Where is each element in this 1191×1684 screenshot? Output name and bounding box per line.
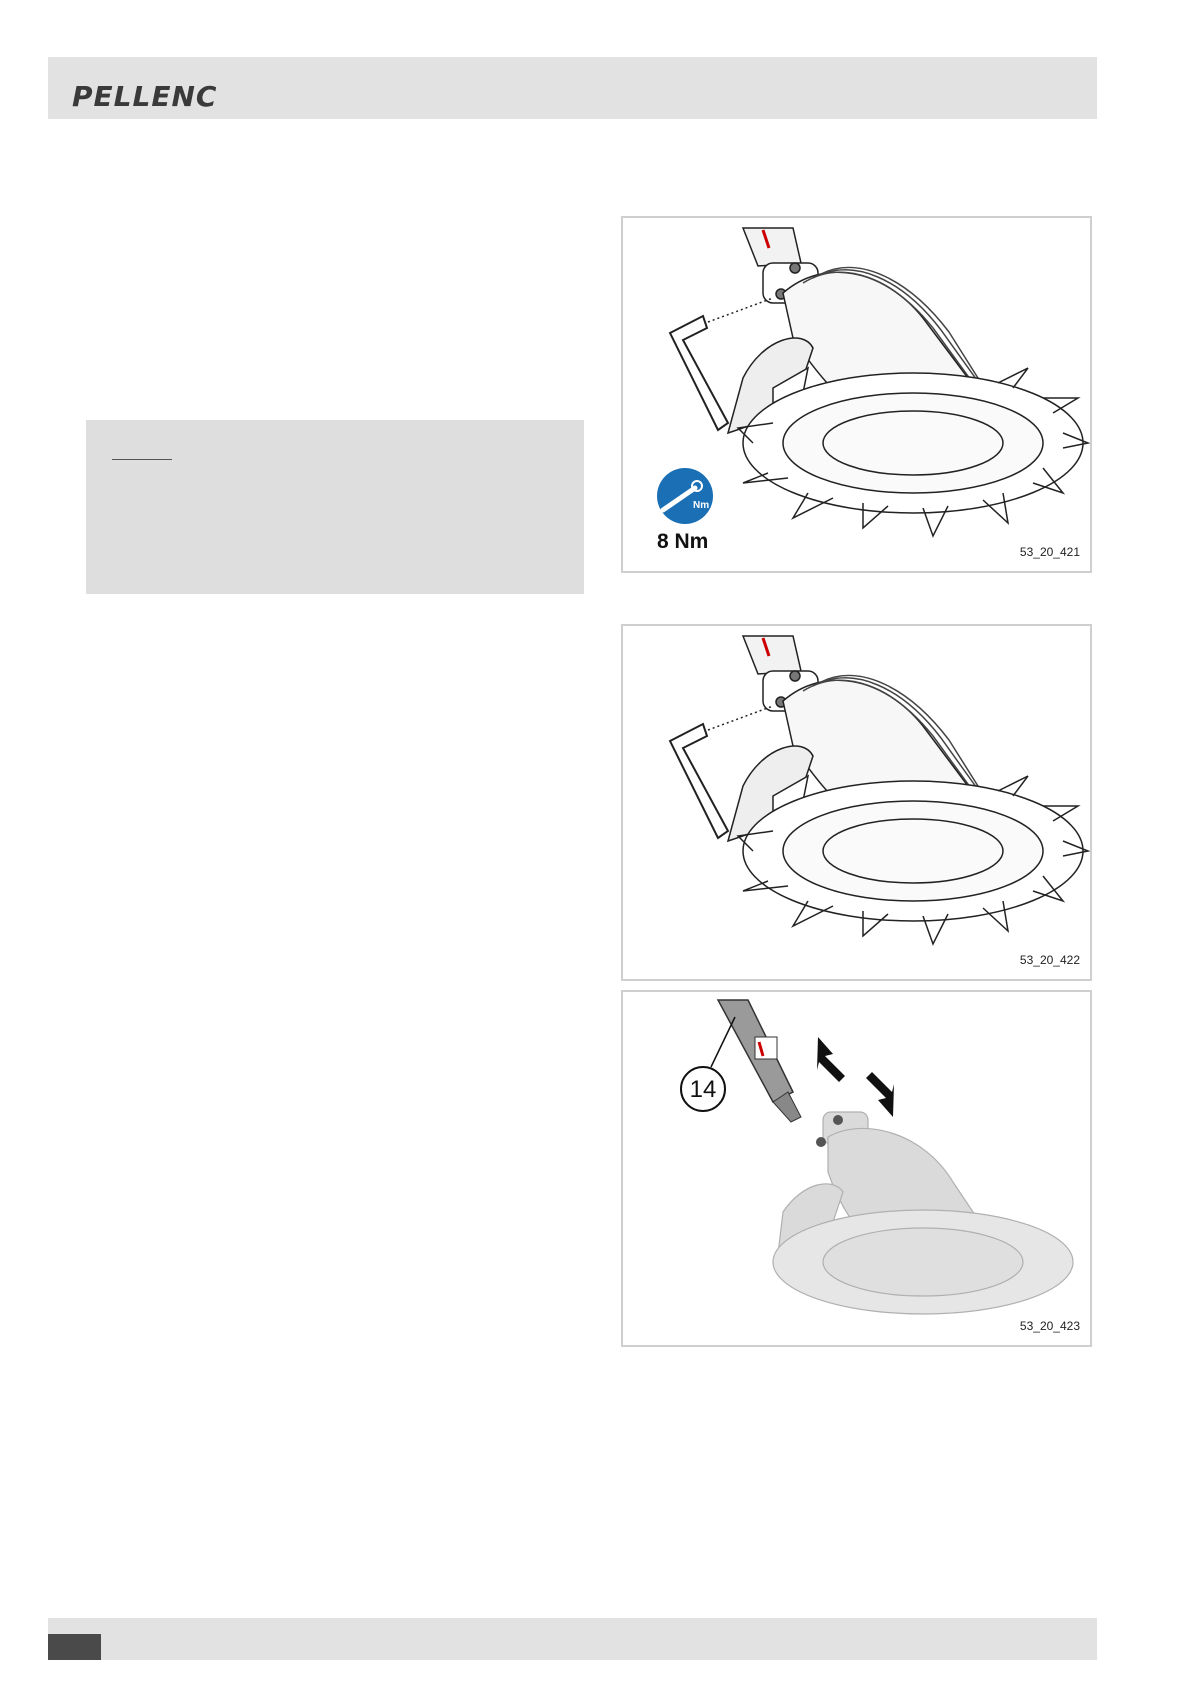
torque-value: 8 Nm: [657, 530, 709, 553]
figure-53-20-423: [621, 990, 1092, 1347]
arrow-down-icon: [866, 1072, 894, 1117]
figure-code: 53_20_421: [1019, 545, 1080, 559]
note-rule: [112, 459, 172, 460]
note-box: [86, 420, 584, 594]
shaft-removal-illustration: [623, 992, 1090, 1345]
figure-code: 53_20_422: [1019, 953, 1080, 967]
footer-band: [48, 1618, 1097, 1660]
arrow-up-icon: [817, 1037, 845, 1082]
footer-page-tab: [48, 1634, 101, 1660]
figure-53-20-422: [621, 624, 1092, 981]
trimmer-head-allen-key-illustration: [623, 626, 1090, 979]
figure-53-20-421: [621, 216, 1092, 573]
pellenc-logo: PELLENC: [72, 80, 218, 113]
trimmer-head-allen-key-illustration: [623, 218, 1090, 571]
figure-code: 53_20_423: [1019, 1319, 1080, 1333]
torque-icon-label: Nm: [693, 500, 710, 511]
callout-14: 14: [689, 1076, 717, 1103]
